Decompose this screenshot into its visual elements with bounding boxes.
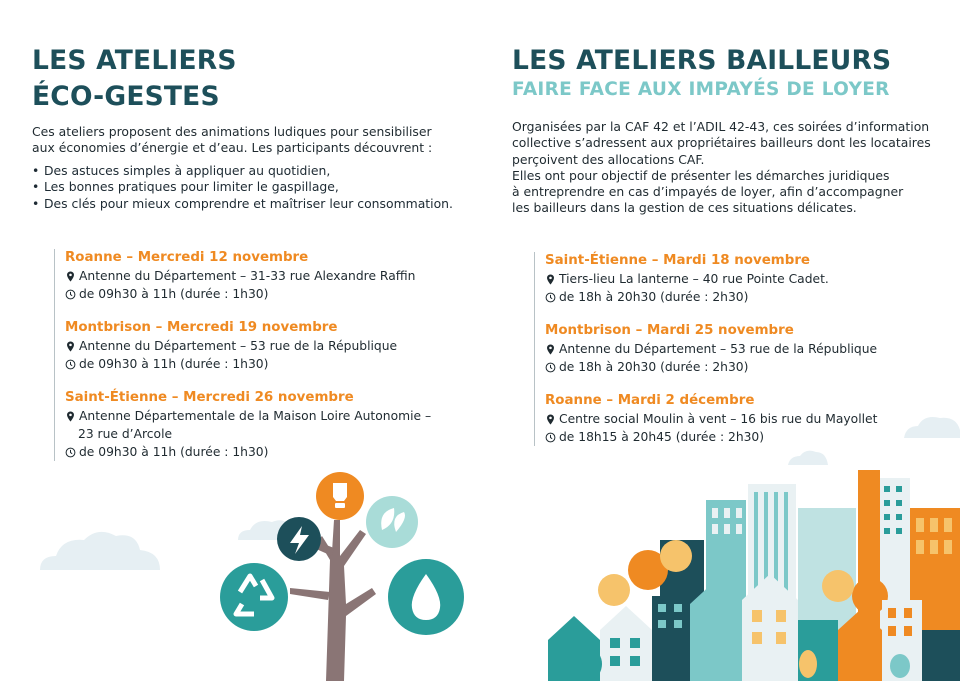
intro-line: Ces ateliers proposent des animations ludiques pour sensibiliser xyxy=(32,124,432,139)
session-location-text: Centre social Moulin à vent – 16 bis rue du Mayollet xyxy=(559,412,878,426)
session-time-text: de 18h15 à 20h45 (durée : 2h30) xyxy=(559,430,765,444)
session-location-text: 23 rue d’Arcole xyxy=(78,427,173,441)
session-location-text: Antenne Départementale de la Maison Loire Autonomie – xyxy=(79,409,432,423)
session-title: Montbrison – Mardi 25 novembre xyxy=(545,323,794,338)
session-time-text: de 09h30 à 11h (durée : 1h30) xyxy=(79,357,269,371)
bullet-item: • Des astuces simples à appliquer au quotidien, xyxy=(32,163,453,179)
session-title: Saint-Étienne – Mercredi 26 novembre xyxy=(65,390,354,405)
session-location-text: Antenne du Département – 53 rue de la République xyxy=(79,339,398,353)
session-location-text: Antenne du Département – 31-33 rue Alexandre Raffin xyxy=(79,269,416,283)
eco-gestes-title-line1: LES ATELIERS xyxy=(32,45,237,76)
cloud-icon xyxy=(40,532,160,570)
intro-line: aux économies d’énergie et d’eau. Les participants découvrent : xyxy=(32,140,433,156)
intro-line: collective s’adressent aux propriétaires bailleurs dont les locataires xyxy=(512,135,931,151)
intro-line: Elles ont pour objectif de présenter les démarches juridiques xyxy=(512,167,890,183)
eco-gestes-title-line2: ÉCO-GESTES xyxy=(32,81,220,112)
session-time-text: de 09h30 à 11h (durée : 1h30) xyxy=(79,445,269,459)
intro-line: les bailleurs dans la gestion de ces situations délicates. xyxy=(512,200,857,216)
session-time-text: de 18h à 20h30 (durée : 2h30) xyxy=(559,360,749,374)
intro-line: perçoivent des allocations CAF. xyxy=(512,151,705,167)
recycle-icon xyxy=(220,563,288,631)
session-time-text: de 18h à 20h30 (durée : 2h30) xyxy=(559,290,749,304)
bullet-item: • Des clés pour mieux comprendre et maîtriser leur consommation. xyxy=(32,196,453,212)
intro-line: à entreprendre en cas d’impayés de loyer, afin d’accompagner xyxy=(512,184,904,200)
bailleurs-subtitle: FAIRE FACE AUX IMPAYÉS DE LOYER xyxy=(512,79,890,100)
session-title: Saint-Étienne – Mardi 18 novembre xyxy=(545,253,811,268)
bailleurs-title: LES ATELIERS BAILLEURS xyxy=(512,45,892,76)
session-title: Roanne – Mardi 2 décembre xyxy=(545,393,755,408)
session-title: Roanne – Mercredi 12 novembre xyxy=(65,250,309,265)
eco-tree-illustration xyxy=(220,472,464,681)
lightning-icon xyxy=(277,517,321,561)
session-location-text: Tiers-lieu La lanterne – 40 rue Pointe Cadet. xyxy=(559,272,829,286)
cloud-icon xyxy=(904,417,960,438)
water-drop-icon xyxy=(388,559,464,635)
intro-line: Organisées par la CAF 42 et l’ADIL 42-43, ces soirées d’information xyxy=(512,119,930,134)
session-time-text: de 09h30 à 11h (durée : 1h30) xyxy=(79,287,269,301)
session-title: Montbrison – Mercredi 19 novembre xyxy=(65,320,338,335)
lightbulb-icon xyxy=(316,472,364,520)
cloud-icon xyxy=(788,451,828,465)
bullet-item: • Les bonnes pratiques pour limiter le gaspillage, xyxy=(32,179,453,195)
session-location-text: Antenne du Département – 53 rue de la République xyxy=(559,342,878,356)
city-illustration xyxy=(548,470,960,681)
leaves-icon xyxy=(366,496,418,548)
